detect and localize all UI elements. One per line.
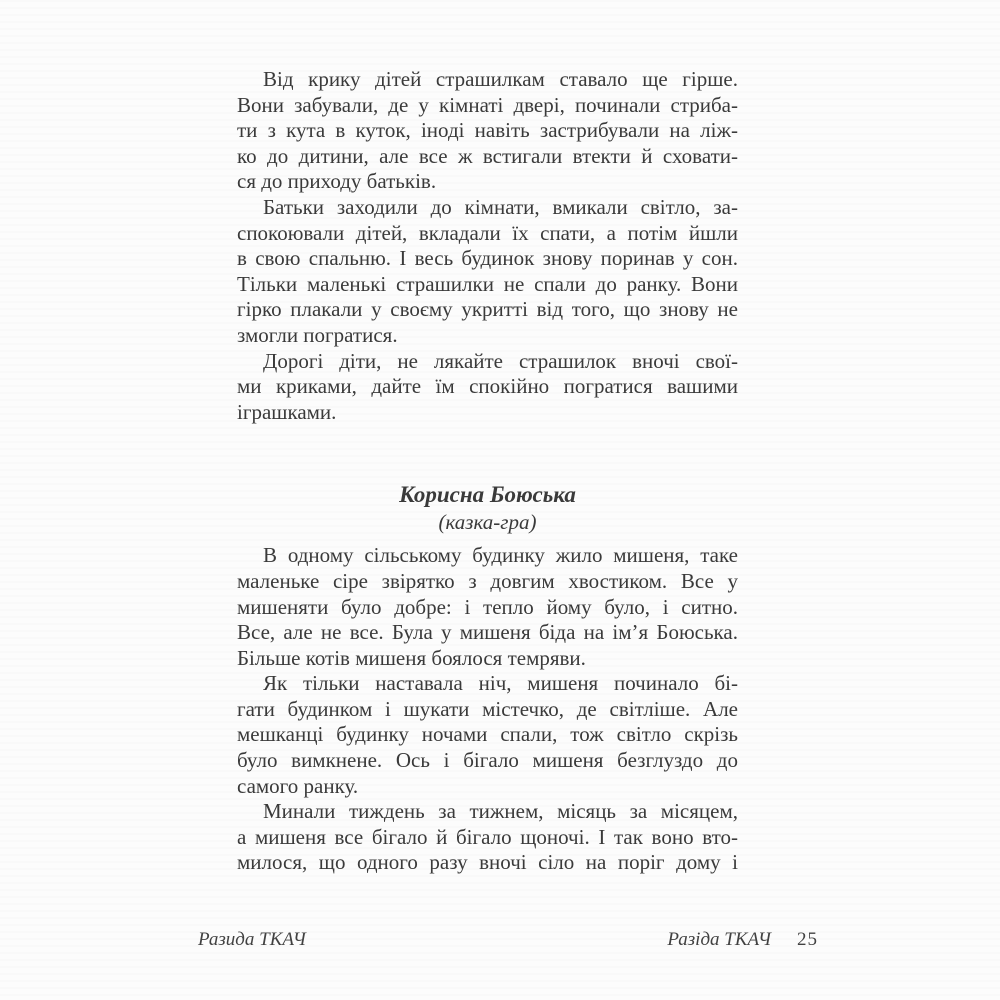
text-line: Дорогі діти, не лякайте страшилок вночі свої- <box>263 348 738 373</box>
text-line: маленьке сіре звірятко з довгим хвостиком. Все у <box>237 568 738 593</box>
page-number: 25 <box>797 929 818 950</box>
paragraph <box>237 195 738 349</box>
footer-author-left: Разида ТКАЧ <box>198 929 306 950</box>
text-line: В одному сільському будинку жило мишеня, таке <box>263 543 738 568</box>
page-body <box>237 67 738 876</box>
text-line: Більше котів мишеня боялося темряви. <box>237 645 586 670</box>
running-footer <box>198 929 818 951</box>
story-subtitle: (казка-гра) <box>438 510 537 535</box>
text-line: милося, що одного разу вночі сіло на поріг дому і <box>237 850 738 875</box>
paragraph <box>237 67 738 195</box>
text-line: ти з кута в куток, іноді навіть застрибували на ліж- <box>237 118 738 143</box>
text-line: Від крику дітей страшилкам ставало ще гірше. <box>263 67 738 91</box>
story-title: Корисна Боюська <box>399 482 576 508</box>
story-heading <box>237 481 738 535</box>
text-line: Все, але не все. Була у мишеня біда на ім’я Боюська. <box>237 620 738 645</box>
paragraph <box>237 671 738 799</box>
text-line: гати будинком і шукати містечко, де світліше. Але <box>237 696 738 721</box>
text-line: мешканці будинку ночами спали, тож світло скрізь <box>237 722 738 747</box>
text-line: Як тільки наставала ніч, мишеня починало бі- <box>263 671 738 696</box>
paragraph <box>237 799 738 876</box>
text-line: самого ранку. <box>237 773 359 798</box>
footer-right-group <box>667 929 818 951</box>
text-line: а мишеня все бігало й бігало щоночі. І так воно вто- <box>237 824 738 849</box>
text-line: іграшками. <box>237 399 337 424</box>
paragraph <box>237 349 738 426</box>
text-line: гірко плакали у своєму укритті від того, що знову не <box>237 297 738 322</box>
text-line: Минали тиждень за тижнем, місяць за місяцем, <box>263 799 738 824</box>
text-line: мишеняти було добре: і тепло йому було, і ситно. <box>237 594 738 619</box>
text-line: в свою спальню. І весь будинок знову поринав у сон. <box>237 246 738 271</box>
text-line: ми криками, дайте їм спокійно погратися вашими <box>237 374 738 399</box>
text-line: ся до приходу батьків. <box>237 169 437 194</box>
text-line: змогли погратися. <box>237 322 398 347</box>
text-line: Батьки заходили до кімнати, вмикали світло, за- <box>263 194 738 219</box>
footer-author-right: Разіда ТКАЧ <box>667 929 771 950</box>
text-line: Тільки маленькі страшилки не спали до ранку. Вони <box>237 271 738 296</box>
text-line: Вони забували, де у кімнаті двері, починали стриба- <box>237 92 738 117</box>
paragraph <box>237 543 738 671</box>
text-line: спокоювали дітей, вкладали їх спати, а потім йшли <box>237 220 738 245</box>
text-line: ко до дитини, але все ж встигали втекти й сховати- <box>237 143 738 168</box>
text-line: було вимкнене. Ось і бігало мишеня безглуздо до <box>237 748 738 773</box>
